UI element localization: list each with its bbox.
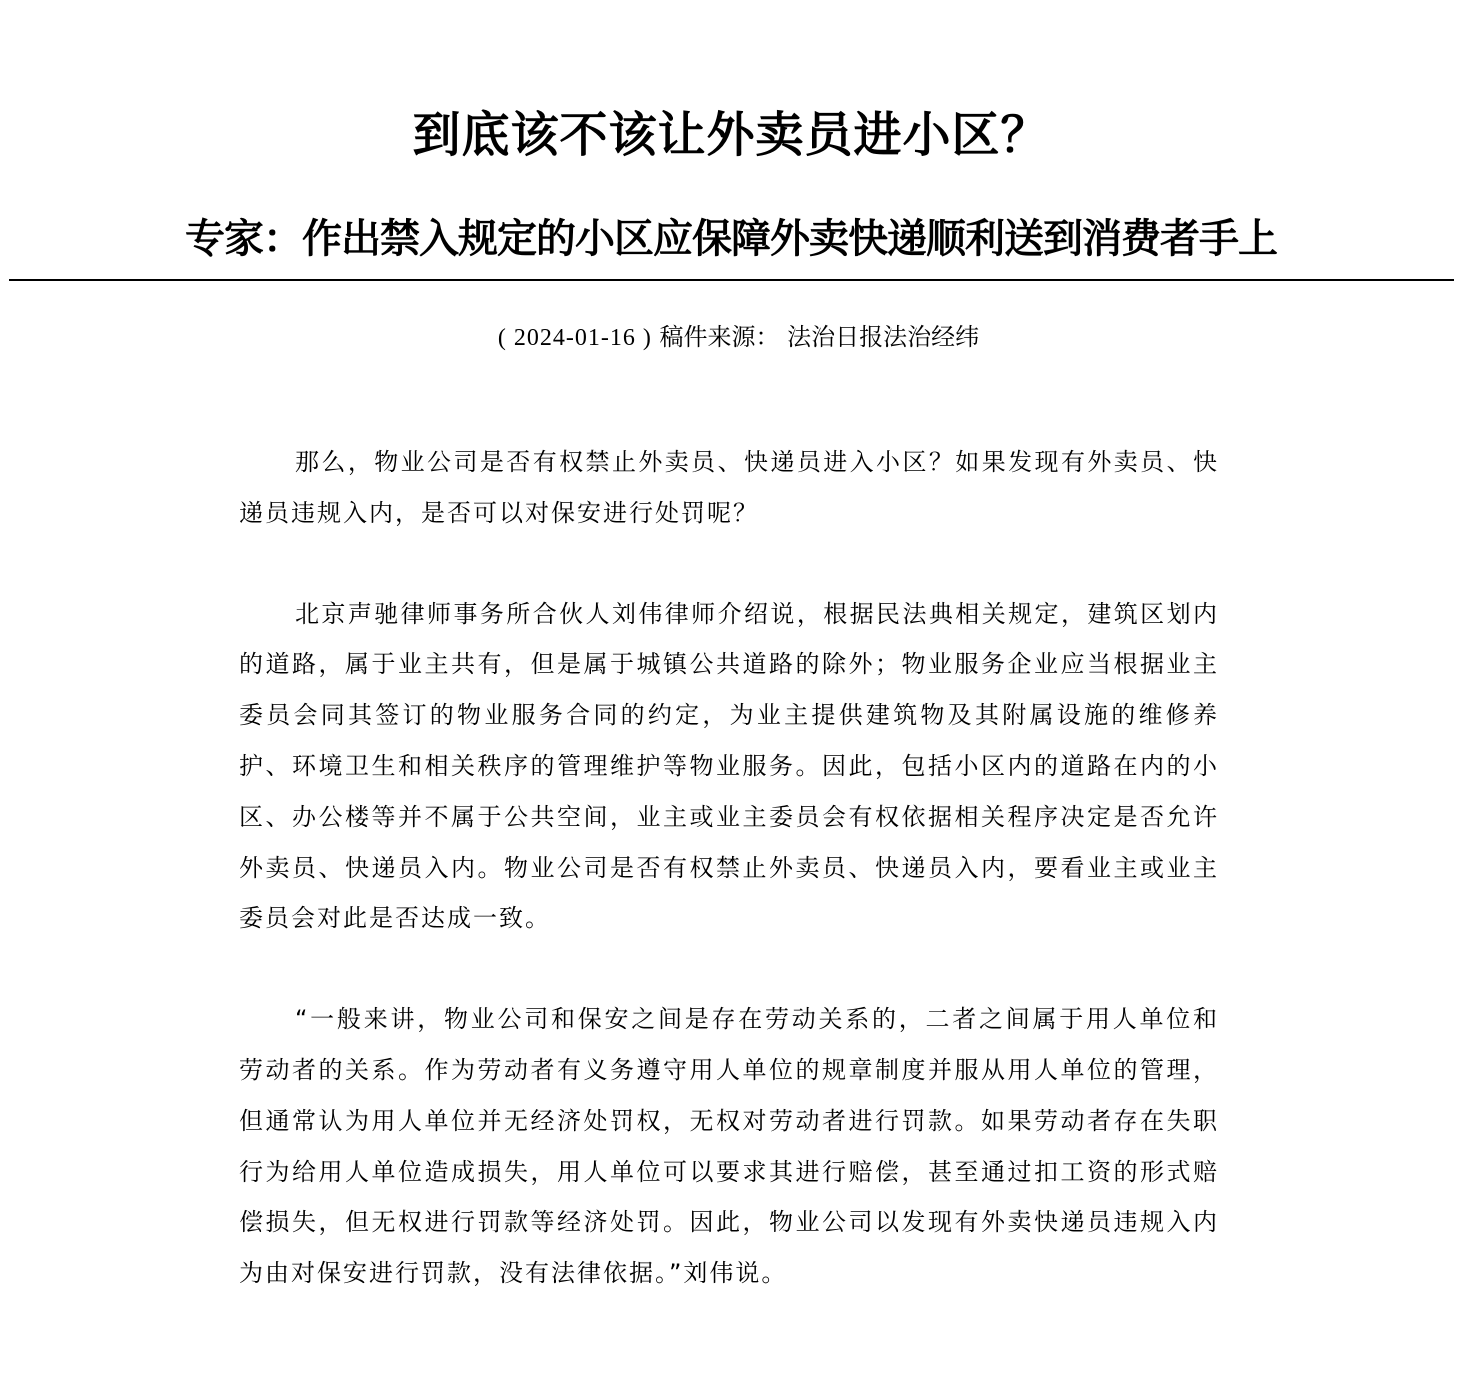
source-label: 稿件来源： bbox=[659, 323, 780, 351]
source-name: 法治日报法治经纬 bbox=[787, 323, 980, 351]
article-meta bbox=[0, 317, 1477, 358]
title-divider bbox=[9, 279, 1454, 281]
article-subtitle: 专家：作出禁入规定的小区应保障外卖快递顺利送到消费者手上 bbox=[185, 216, 1277, 263]
article-paragraph: 那么，物业公司是否有权禁止外卖员、快递员进入小区？如果发现有外卖员、快递员违规入内，是否可以对保安进行处罚呢？ bbox=[239, 448, 1219, 527]
article-paragraph: “一般来讲，物业公司和保安之间是存在劳动关系的，二者之间属于用人单位和劳动者的关系。作为劳动者有义务遵守用人单位的规章制度并服从用人单位的管理，但通常认为用人单位并无经济处罚权，无权对劳动者进行罚款。如果劳动者存在失职行为给用人单位造成损失，用人单位可以要求其进行赔偿，甚至通过扣工资的形式赔偿损失，但无权进行罚款等经济处罚。因此，物业公司以发现有外卖快递员违规入内为由对保安进行罚款，没有法律依据。”刘伟说。 bbox=[239, 1005, 1219, 1288]
article-body bbox=[239, 437, 1219, 1349]
publish-date: ( 2024-01-16 ) bbox=[497, 325, 652, 351]
article-paragraph: 北京声驰律师事务所合伙人刘伟律师介绍说，根据民法典相关规定，建筑区划内的道路，属于业主共有，但是属于城镇公共道路的除外；物业服务企业应当根据业主委员会同其签订的物业服务合同的约定，为业主提供建筑物及其附属设施的维修养护、环境卫生和相关秩序的管理维护等物业服务。因此，包括小区内的道路在内的小区、办公楼等并不属于公共空间，业主或业主委员会有权依据相关程序决定是否允许外卖员、快递员入内。物业公司是否有权禁止外卖员、快递员入内，要看业主或业主委员会对此是否达成一致。 bbox=[239, 599, 1219, 933]
article-title: 到底该不该让外卖员进小区？ bbox=[412, 107, 1050, 164]
